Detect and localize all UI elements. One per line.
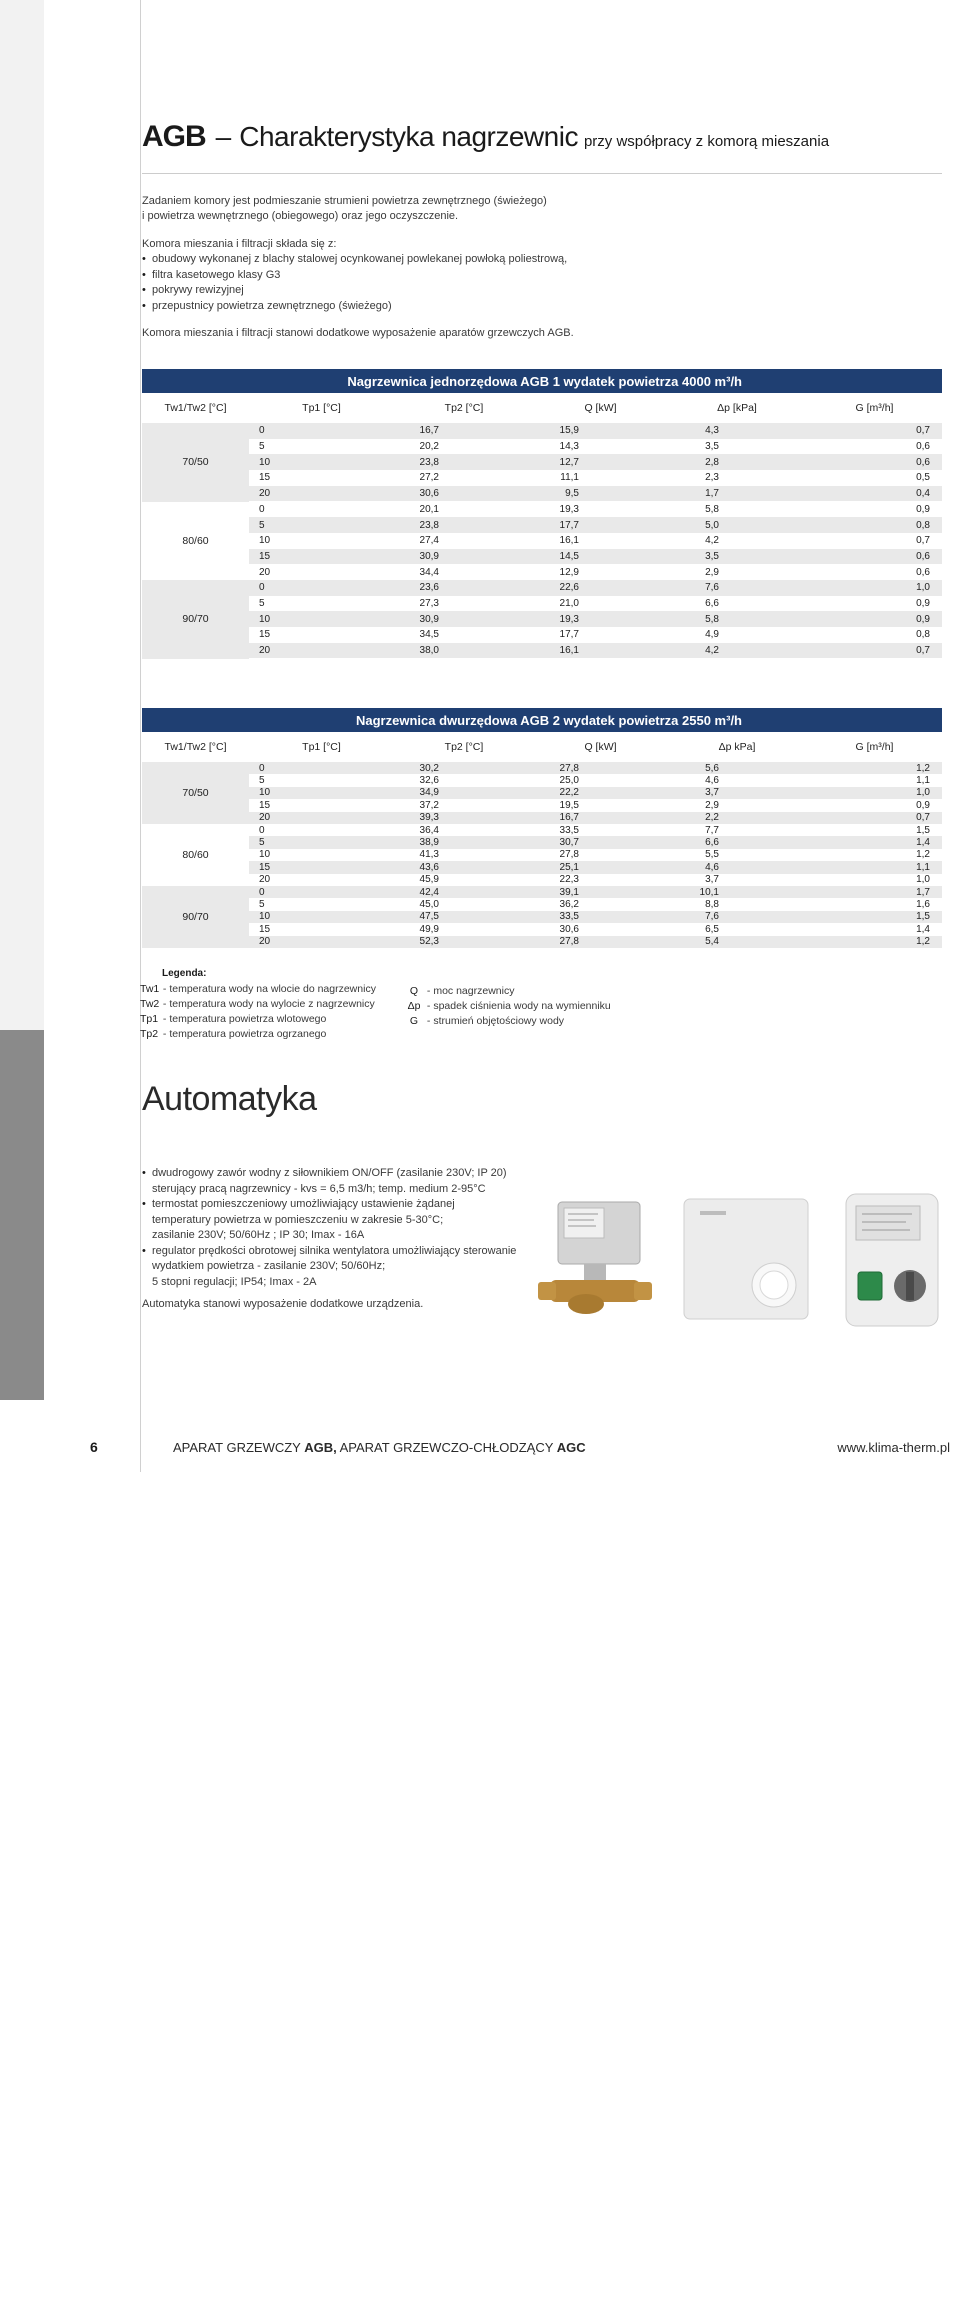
legend-key: Tp1: [140, 1013, 159, 1025]
table-cell: 34,5: [419, 629, 439, 641]
table-cell: 22,3: [559, 874, 579, 886]
table-cell: 16,1: [559, 645, 579, 657]
table-cell: 30,9: [419, 550, 439, 562]
footer-text: APARAT GRZEWCZO-CHŁODZĄCY: [336, 1440, 557, 1455]
table-cell: 9,5: [565, 488, 579, 500]
table-cell: 0: [259, 762, 265, 774]
table-row: [249, 836, 942, 848]
table-cell: 1,5: [916, 911, 930, 923]
table-row: [249, 470, 942, 486]
table-cell: 20,1: [419, 503, 439, 515]
table-cell: 10: [259, 613, 271, 625]
legend-text: - temperatura wody na wlocie do nagrzewnicy: [162, 983, 376, 995]
table-cell: 2,9: [705, 799, 719, 811]
legend-text: - temperatura wody na wylocie z nagrzewnicy: [162, 998, 375, 1010]
legend-item: [404, 984, 611, 999]
legend-item: [140, 982, 376, 997]
table-cell: 5,4: [705, 936, 719, 948]
divider-vertical: [140, 0, 141, 1472]
heater-table-1: [142, 369, 942, 659]
table-cell: 42,4: [419, 886, 439, 898]
table-cell: 15: [259, 472, 271, 484]
table-row: [249, 799, 942, 811]
table-cell: 1,5: [916, 824, 930, 836]
table-row: [249, 549, 942, 565]
list-item: • filtra kasetowego klasy G3: [142, 268, 567, 284]
table-cell: 39,1: [559, 886, 579, 898]
title-code: AGB: [142, 120, 206, 153]
table-cell: 2,8: [705, 456, 719, 468]
table-row: [249, 774, 942, 786]
table-cell: 30,7: [559, 837, 579, 849]
table-cell: 30,9: [419, 613, 439, 625]
legend-item: [404, 999, 611, 1014]
table-row: [249, 898, 942, 910]
group-label: 80/60: [142, 502, 249, 581]
speed-regulator-image: [836, 1190, 946, 1330]
table-cell: 2,3: [705, 472, 719, 484]
table-cell: 5,6: [705, 762, 719, 774]
legend-key: Q: [409, 985, 419, 997]
table-cell: 47,5: [419, 911, 439, 923]
table-cell: 0,7: [916, 812, 930, 824]
table-row: [249, 911, 942, 923]
legend-item: [140, 997, 376, 1012]
list-item-cont: 5 stopni regulacji; IP54; Imax - 2A: [152, 1275, 317, 1288]
col-header: G [m³/h]: [855, 741, 894, 753]
table-cell: 22,2: [559, 787, 579, 799]
table-cell: 5,0: [705, 519, 719, 531]
legend-text: - moc nagrzewnicy: [426, 985, 515, 997]
table-cell: 5: [259, 519, 265, 531]
table-body: [142, 423, 942, 659]
col-header: Tp2 [°C]: [444, 402, 484, 414]
table-cell: 0: [259, 582, 265, 594]
legend-key: Tp2: [140, 1028, 159, 1040]
table-cell: 10: [259, 456, 271, 468]
table-cell: 10: [259, 787, 271, 799]
footer-text: APARAT GRZEWCZY: [173, 1440, 305, 1455]
table-cell: 5,5: [705, 849, 719, 861]
table-cell: 20: [259, 936, 271, 948]
table-cell: 0,4: [916, 488, 930, 500]
table-cell: 0,9: [916, 598, 930, 610]
table-cell: 36,4: [419, 824, 439, 836]
automatyka-list: [142, 1166, 516, 1290]
sidebar-label: AUTOMATYKA: [7, 2185, 22, 2285]
legend-left: [140, 982, 376, 1042]
table-row: [249, 596, 942, 612]
table-cell: 0,9: [916, 799, 930, 811]
footer-bold: AGB,: [304, 1440, 337, 1455]
col-header: Tp2 [°C]: [444, 741, 484, 753]
table-cell: 1,2: [916, 849, 930, 861]
valve-actuator-image: [528, 1190, 668, 1330]
list-item-cont: zasilanie 230V; 50/60Hz ; IP 30; Imax - 16A: [152, 1229, 365, 1241]
table-cell: 2,2: [705, 812, 719, 824]
table-row: [249, 824, 942, 836]
table-cell: 21,0: [559, 598, 579, 610]
table-row: [249, 849, 942, 861]
table-cell: 15: [259, 629, 271, 641]
intro-line: i powietrza wewnętrznego (obiegowego) oraz jego oczyszczenie.: [142, 210, 459, 222]
table-cell: 1,4: [916, 837, 930, 849]
col-header: Tp1 [°C]: [302, 402, 341, 414]
table-cell: 1,0: [916, 582, 930, 594]
table-cell: 0,8: [916, 519, 930, 531]
legend-text: - spadek ciśnienia wody na wymienniku: [426, 1000, 611, 1012]
list-item-cont: temperatury powietrza w pomieszczeniu w zakresie 5-30°C;: [152, 1213, 444, 1226]
legend-right: [404, 984, 611, 1029]
table-cell: 5: [259, 899, 265, 911]
table-cell: 1,0: [916, 787, 930, 799]
table-cell: 45,9: [419, 874, 439, 886]
table-cell: 0: [259, 425, 265, 437]
table-cell: 25,1: [559, 861, 579, 873]
table-cell: 39,3: [419, 812, 439, 824]
title-dash: –: [215, 121, 232, 152]
table-cell: 52,3: [419, 936, 439, 948]
list-item: • obudowy wykonanej z blachy stalowej ocynkowanej powlekanej powłoką poliestrową,: [142, 252, 567, 268]
table-cell: 15,9: [559, 425, 579, 437]
intro-paragraph: [142, 194, 547, 224]
table-cell: 10: [259, 911, 271, 923]
table-cell: 34,9: [419, 787, 439, 799]
table-cell: 10: [259, 535, 271, 547]
table-cell: 20: [259, 812, 271, 824]
table-cell: 20: [259, 645, 271, 657]
table-header-row: [142, 732, 942, 762]
table-cell: 20: [259, 488, 271, 500]
legend-key: Tw1: [140, 983, 160, 995]
table-cell: 0,9: [916, 613, 930, 625]
table-row: [249, 643, 942, 659]
col-header: Tp1 [°C]: [302, 741, 341, 753]
col-header: Δp [kPa]: [717, 402, 757, 414]
table-cell: 12,7: [559, 456, 579, 468]
table-cell: 17,7: [559, 519, 579, 531]
table-cell: 1,7: [705, 488, 719, 500]
table-cell: 38,0: [419, 645, 439, 657]
table-cell: 5,8: [705, 613, 719, 625]
list-item: • pokrywy rewizyjnej: [142, 283, 567, 299]
table-cell: 5: [259, 837, 265, 849]
table-cell: 17,7: [559, 629, 579, 641]
legend-item: [140, 1012, 376, 1027]
table-cell: 0: [259, 824, 265, 836]
table-cell: 20: [259, 874, 271, 886]
table-cell: 0,6: [916, 456, 930, 468]
table-row: [249, 861, 942, 873]
table-cell: 23,6: [419, 582, 439, 594]
table-row: [249, 886, 942, 898]
table-cell: 4,6: [705, 775, 719, 787]
title-subtitle: przy współpracy z komorą mieszania: [583, 133, 830, 150]
table-cell: 7,7: [705, 824, 719, 836]
legend-title: Legenda:: [162, 968, 207, 979]
table-cell: 5: [259, 441, 265, 453]
heater-table-2: [142, 708, 942, 948]
table-row: [249, 762, 942, 774]
col-header: Q [kW]: [584, 741, 617, 753]
table-cell: 0,7: [916, 535, 930, 547]
section-title: Automatyka: [142, 1080, 317, 1118]
table-cell: 0,9: [916, 503, 930, 515]
table-cell: 27,3: [419, 598, 439, 610]
table-cell: 22,6: [559, 582, 579, 594]
group-label: 90/70: [142, 580, 249, 659]
table-row: [249, 502, 942, 518]
table-cell: 23,8: [419, 519, 439, 531]
group-label: 80/60: [142, 824, 249, 886]
table-cell: 15: [259, 550, 271, 562]
table-cell: 1,1: [916, 775, 930, 787]
table-cell: 11,1: [560, 472, 579, 484]
table-cell: 25,0: [559, 775, 579, 787]
page-number: 6: [90, 1439, 98, 1455]
table-cell: 45,0: [419, 899, 439, 911]
room-thermostat-image: [678, 1195, 816, 1325]
table-cell: 6,6: [705, 598, 719, 610]
table-row: [249, 517, 942, 533]
table-cell: 3,5: [705, 441, 719, 453]
table-cell: 4,9: [705, 629, 719, 641]
legend-item: [140, 1027, 376, 1042]
table-row: [249, 454, 942, 470]
table-cell: 23,8: [419, 456, 439, 468]
table-cell: 27,8: [559, 936, 579, 948]
list-item-cont: wydatkiem powietrza - zasilanie 230V; 50/60Hz;: [152, 1260, 386, 1272]
table-cell: 6,5: [705, 923, 719, 935]
table-cell: 16,1: [559, 535, 579, 547]
table-cell: 15: [259, 861, 271, 873]
list-item: • termostat pomieszczeniowy umożliwiający ustawienie żądanej: [142, 1197, 516, 1213]
table-cell: 10,1: [699, 886, 719, 898]
table-cell: 16,7: [559, 812, 579, 824]
table-cell: 14,5: [559, 550, 579, 562]
table-cell: 30,6: [419, 488, 439, 500]
table-row: [249, 439, 942, 455]
table-cell: 7,6: [705, 911, 719, 923]
intro-line: Zadaniem komory jest podmieszanie strumieni powietrza zewnętrznego (świeżego): [142, 195, 547, 207]
table-cell: 15: [259, 799, 271, 811]
footer-title: [173, 1440, 586, 1455]
table-cell: 4,2: [705, 535, 719, 547]
table-row: [249, 486, 942, 502]
list-item: • przepustnicy powietrza zewnętrznego (świeżego): [142, 299, 567, 315]
col-header: G [m³/h]: [855, 402, 894, 414]
table-cell: 19,3: [559, 613, 579, 625]
table-cell: 3,7: [705, 874, 719, 886]
table-row: [249, 627, 942, 643]
table-body: [142, 762, 942, 948]
table-cell: 34,4: [419, 566, 439, 578]
legend-key: Δp: [407, 1000, 421, 1012]
table-cell: 15: [259, 923, 271, 935]
table-cell: 12,9: [559, 566, 579, 578]
table-cell: 10: [259, 849, 271, 861]
title-main: Charakterystyka nagrzewnic: [239, 121, 578, 152]
table-cell: 1,1: [916, 861, 930, 873]
table-cell: 5: [259, 598, 265, 610]
automatyka-note: Automatyka stanowi wyposażenie dodatkowe urządzenia.: [142, 1298, 424, 1310]
table-cell: 49,9: [419, 923, 439, 935]
table-row: [249, 423, 942, 439]
table-cell: 20,2: [419, 441, 439, 453]
table-row: [249, 874, 942, 886]
intro-composition: Komora mieszania i filtracji składa się z:: [142, 238, 337, 250]
table-cell: 3,7: [705, 787, 719, 799]
table-cell: 0,7: [916, 645, 930, 657]
table-cell: 0,5: [916, 472, 930, 484]
table-cell: 19,3: [559, 503, 579, 515]
table-row: [249, 936, 942, 948]
table-cell: 3,5: [705, 550, 719, 562]
table-cell: 20: [259, 566, 271, 578]
table-cell: 8,8: [705, 899, 719, 911]
sidebar-tab: [0, 1030, 44, 2285]
table-cell: 38,9: [419, 837, 439, 849]
col-header: Δp kPa]: [718, 741, 756, 753]
table-title: Nagrzewnica dwurzędowa AGB 2 wydatek powietrza 2550 m³/h: [142, 708, 942, 732]
table-cell: 1,4: [916, 923, 930, 935]
footer-url[interactable]: www.klima-therm.pl: [837, 1440, 950, 1455]
table-cell: 14,3: [559, 441, 579, 453]
table-cell: 19,5: [559, 799, 579, 811]
table-row: [249, 580, 942, 596]
composition-list: [142, 252, 567, 314]
list-item-cont: sterujący pracą nagrzewnicy - kvs = 6,5 m3/h; temp. medium 2-95°C: [152, 1182, 486, 1195]
legend-key: G: [409, 1015, 419, 1027]
table-cell: 30,2: [419, 762, 439, 774]
table-cell: 36,2: [559, 899, 579, 911]
table-cell: 0: [259, 503, 265, 515]
group-label: 70/50: [142, 423, 249, 502]
table-cell: 0,7: [916, 425, 930, 437]
table-cell: 4,2: [705, 645, 719, 657]
group-label: 90/70: [142, 886, 249, 948]
table-cell: 5: [259, 775, 265, 787]
group-label: 70/50: [142, 762, 249, 824]
intro-note: Komora mieszania i filtracji stanowi dodatkowe wyposażenie aparatów grzewczych AGB.: [142, 327, 574, 339]
table-cell: 33,5: [559, 911, 579, 923]
table-row: [249, 533, 942, 549]
table-cell: 16,7: [419, 425, 439, 437]
table-cell: 1,7: [916, 886, 930, 898]
table-row: [249, 923, 942, 935]
table-cell: 0,6: [916, 566, 930, 578]
table-cell: 27,8: [559, 762, 579, 774]
table-cell: 0: [259, 886, 265, 898]
table-cell: 1,6: [916, 899, 930, 911]
table-cell: 1,2: [916, 936, 930, 948]
table-cell: 0,6: [916, 441, 930, 453]
sidebar: [0, 0, 44, 2285]
table-cell: 1,0: [916, 874, 930, 886]
legend-key: Tw2: [140, 998, 160, 1010]
footer-bold: AGC: [556, 1440, 586, 1455]
table-cell: 2,9: [705, 566, 719, 578]
table-cell: 7,6: [705, 582, 719, 594]
col-header: Q [kW]: [584, 402, 617, 414]
page-title: [142, 120, 829, 154]
table-cell: 4,3: [705, 425, 719, 437]
table-cell: 27,8: [559, 849, 579, 861]
col-header: Tw1/Tw2 [°C]: [164, 741, 227, 753]
table-cell: 0,6: [916, 550, 930, 562]
table-cell: 27,4: [419, 535, 439, 547]
table-cell: 5,8: [705, 503, 719, 515]
table-cell: 33,5: [559, 824, 579, 836]
table-cell: 30,6: [559, 923, 579, 935]
table-cell: 4,6: [705, 861, 719, 873]
legend-item: [404, 1014, 611, 1029]
list-item: • dwudrogowy zawór wodny z siłownikiem ON/OFF (zasilanie 230V; IP 20): [142, 1166, 516, 1182]
legend-text: - temperatura powietrza wlotowego: [162, 1013, 327, 1025]
table-cell: 32,6: [419, 775, 439, 787]
legend-text: - strumień objętościowy wody: [426, 1015, 565, 1027]
table-title: Nagrzewnica jednorzędowa AGB 1 wydatek powietrza 4000 m³/h: [142, 369, 942, 393]
table-cell: 41,3: [419, 849, 439, 861]
table-cell: 0,8: [916, 629, 930, 641]
table-cell: 1,2: [916, 762, 930, 774]
table-row: [249, 812, 942, 824]
table-header-row: [142, 393, 942, 423]
table-row: [249, 787, 942, 799]
table-row: [249, 611, 942, 627]
table-cell: 37,2: [419, 799, 439, 811]
legend-text: - temperatura powietrza ogrzanego: [162, 1028, 327, 1040]
list-item: • regulator prędkości obrotowej silnika wentylatora umożliwiający sterowanie: [142, 1244, 516, 1260]
table-row: [249, 564, 942, 580]
table-cell: 6,6: [705, 837, 719, 849]
divider-horizontal: [142, 173, 942, 174]
col-header: Tw1/Tw2 [°C]: [164, 402, 227, 414]
table-cell: 43,6: [419, 861, 439, 873]
table-cell: 27,2: [419, 472, 439, 484]
